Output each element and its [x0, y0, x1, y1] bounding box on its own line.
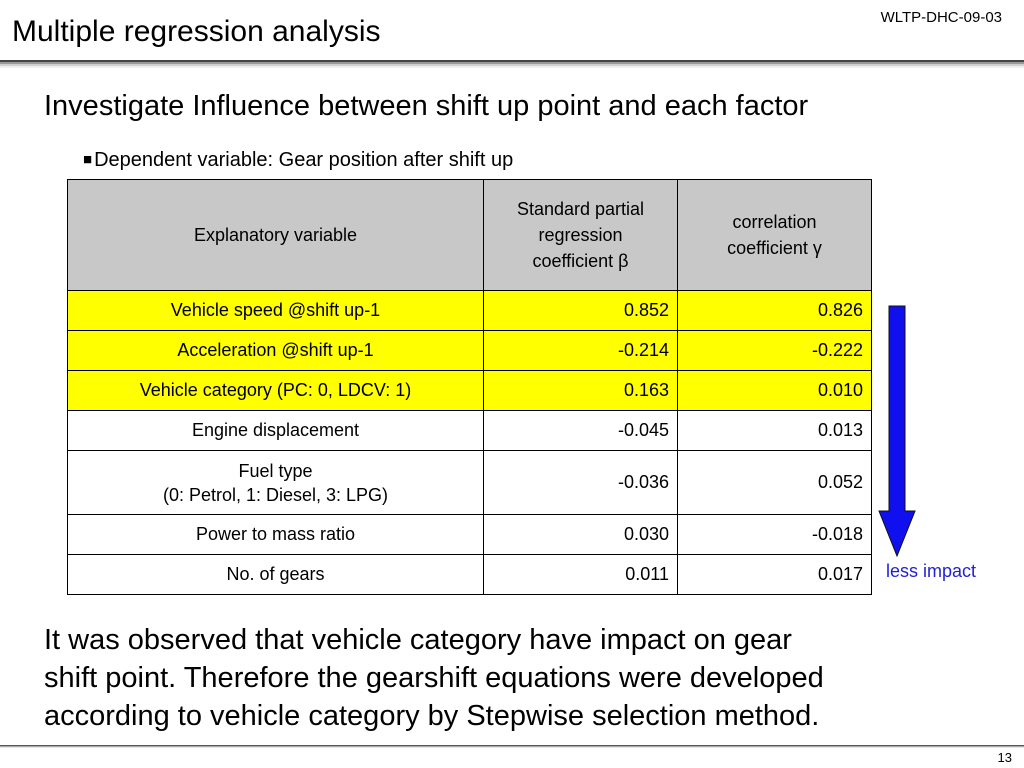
header-explanatory-variable: Explanatory variable	[68, 180, 484, 291]
conclusion-text: It was observed that vehicle category have impact on gear shift point. Therefore the gearshift equations were developed according to vehicle category by Stepwise selection method.	[44, 624, 824, 732]
page-number: 13	[997, 750, 1012, 765]
variable-cell: Fuel type (0: Petrol, 1: Diesel, 3: LPG)	[68, 451, 484, 515]
section-heading: Investigate Influence between shift up point and each factor	[44, 90, 809, 122]
beta-cell: 0.852	[484, 291, 678, 331]
slide-title: Multiple regression analysis	[12, 15, 381, 48]
less-impact-label: less impact	[886, 561, 977, 581]
variable-cell: Vehicle speed @shift up-1	[68, 291, 484, 331]
table-row	[68, 515, 872, 555]
footer-divider	[0, 745, 1024, 748]
beta-cell: -0.045	[484, 411, 678, 451]
table-row	[68, 411, 872, 451]
gamma-cell: 0.826	[678, 291, 872, 331]
variable-cell: Engine displacement	[68, 411, 484, 451]
square-bullet-icon: ■	[83, 151, 93, 168]
gamma-cell: 0.052	[678, 451, 872, 515]
table-header-row	[68, 180, 872, 291]
beta-cell: 0.011	[484, 555, 678, 595]
beta-cell: -0.036	[484, 451, 678, 515]
gamma-cell: 0.010	[678, 371, 872, 411]
variable-cell: No. of gears	[68, 555, 484, 595]
sub-bullet-text: Dependent variable: Gear position after shift up	[94, 149, 514, 171]
sub-bullet	[83, 147, 513, 175]
table-row	[68, 291, 872, 331]
title-divider	[0, 60, 1024, 68]
gamma-cell: -0.018	[678, 515, 872, 555]
gamma-cell: 0.017	[678, 555, 872, 595]
table-row	[68, 451, 872, 515]
beta-cell: 0.163	[484, 371, 678, 411]
beta-cell: -0.214	[484, 331, 678, 371]
header-standard-partial-coefficient: Standard partial regression coefficient β	[484, 180, 678, 291]
document-id: WLTP-DHC-09-03	[880, 9, 1002, 26]
gamma-cell: 0.013	[678, 411, 872, 451]
table-row	[68, 371, 872, 411]
down-arrow-icon	[878, 305, 916, 557]
variable-cell: Power to mass ratio	[68, 515, 484, 555]
table-row	[68, 331, 872, 371]
regression-table	[67, 179, 872, 595]
beta-cell: 0.030	[484, 515, 678, 555]
variable-cell: Vehicle category (PC: 0, LDCV: 1)	[68, 371, 484, 411]
header-correlation-coefficient: correlation coefficient γ	[678, 180, 872, 291]
variable-cell: Acceleration @shift up-1	[68, 331, 484, 371]
gamma-cell: -0.222	[678, 331, 872, 371]
table-row	[68, 555, 872, 595]
